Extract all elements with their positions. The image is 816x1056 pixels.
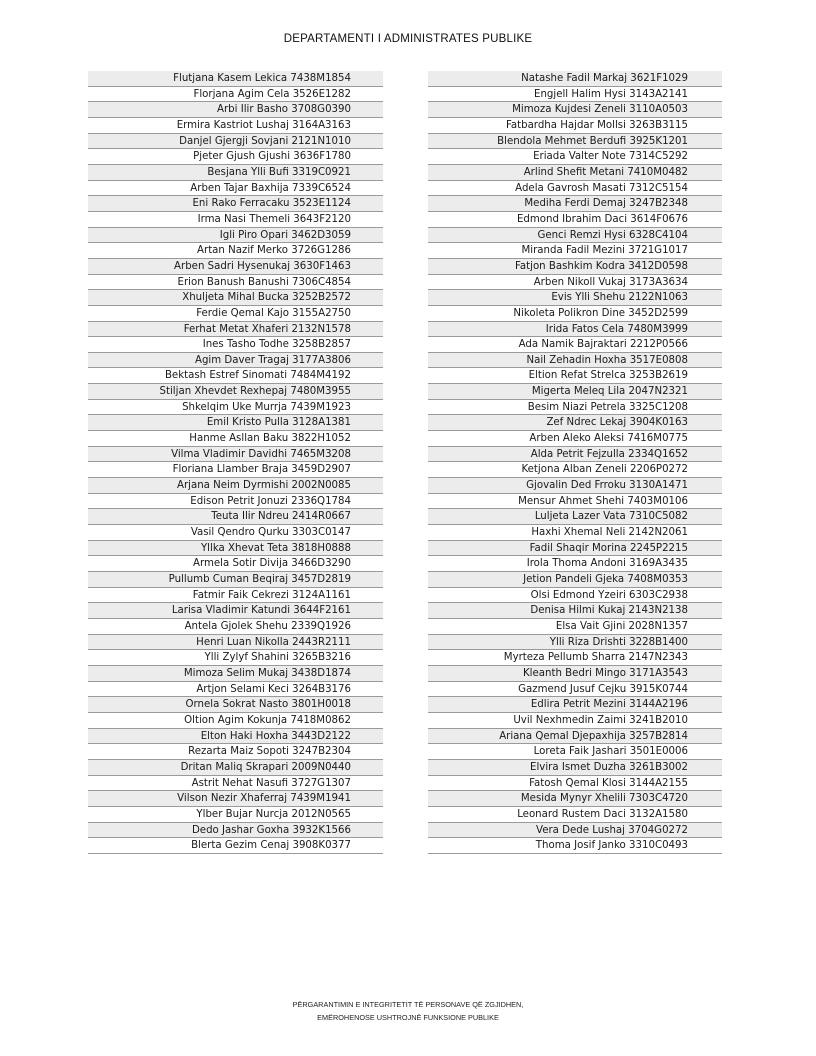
list-item: Stiljan Xhevdet Rexhepaj 7480M3955 bbox=[88, 384, 383, 400]
list-item: Edmond Ibrahim Daci 3614F0676 bbox=[428, 212, 722, 228]
list-item: Irola Thoma Andoni 3169A3435 bbox=[428, 556, 722, 572]
list-item: Evis Ylli Shehu 2122N1063 bbox=[428, 290, 722, 306]
list-item: Denisa Hilmi Kukaj 2143N2138 bbox=[428, 603, 722, 619]
list-item: Edlira Petrit Mezini 3144A2196 bbox=[428, 697, 722, 713]
list-item: Alda Petrit Fejzulla 2334Q1652 bbox=[428, 447, 722, 463]
list-item: Eni Rako Ferracaku 3523E1124 bbox=[88, 196, 383, 212]
list-item: Mimoza Selim Mukaj 3438D1874 bbox=[88, 666, 383, 682]
list-item: Irma Nasi Themeli 3643F2120 bbox=[88, 212, 383, 228]
list-item: Gazmend Jusuf Cejku 3915K0744 bbox=[428, 682, 722, 698]
list-item: Dedo Jashar Goxha 3932K1566 bbox=[88, 823, 383, 839]
list-item: Natashe Fadil Markaj 3621F1029 bbox=[428, 71, 722, 87]
list-item: Arlind Shefit Metani 7410M0482 bbox=[428, 165, 722, 181]
list-item: Arben Tajar Baxhija 7339C6524 bbox=[88, 181, 383, 197]
list-item: Elvira Ismet Duzha 3261B3002 bbox=[428, 760, 722, 776]
list-item: Xhuljeta Mihal Bucka 3252B2572 bbox=[88, 290, 383, 306]
list-item: Edison Petrit Jonuzi 2336Q1784 bbox=[88, 494, 383, 510]
list-item: Thoma Josif Janko 3310C0493 bbox=[428, 838, 722, 854]
list-item: Arben Aleko Aleksi 7416M0775 bbox=[428, 431, 722, 447]
list-item: Henri Luan Nikolla 2443R2111 bbox=[88, 635, 383, 651]
list-item: Antela Gjolek Shehu 2339Q1926 bbox=[88, 619, 383, 635]
list-item: Fatosh Qemal Klosi 3144A2155 bbox=[428, 776, 722, 792]
list-item: Olsi Edmond Yzeiri 6303C2938 bbox=[428, 588, 722, 604]
list-item: Eriada Valter Note 7314C5292 bbox=[428, 149, 722, 165]
list-item: Arben Nikoll Vukaj 3173A3634 bbox=[428, 275, 722, 291]
list-item: Fatjon Bashkim Kodra 3412D0598 bbox=[428, 259, 722, 275]
list-item: Vasil Qendro Qurku 3303C0147 bbox=[88, 525, 383, 541]
list-item: Vilma Vladimir Davidhi 7465M3208 bbox=[88, 447, 383, 463]
list-item: Ylber Bujar Nurcja 2012N0565 bbox=[88, 807, 383, 823]
list-item: Teuta Ilir Ndreu 2414R0667 bbox=[88, 509, 383, 525]
list-item: Fatmir Faik Cekrezi 3124A1161 bbox=[88, 588, 383, 604]
list-item: Astrit Nehat Nasufi 3727G1307 bbox=[88, 776, 383, 792]
list-item: Blerta Gezim Cenaj 3908K0377 bbox=[88, 838, 383, 854]
list-item: Blendola Mehmet Berdufi 3925K1201 bbox=[428, 134, 722, 150]
list-item: Elton Haki Hoxha 3443D2122 bbox=[88, 729, 383, 745]
list-item: Ornela Sokrat Nasto 3801H0018 bbox=[88, 697, 383, 713]
list-item: Agim Daver Tragaj 3177A3806 bbox=[88, 353, 383, 369]
list-item: Eltion Refat Strelca 3253B2619 bbox=[428, 368, 722, 384]
list-item: Arbi Ilir Basho 3708G0390 bbox=[88, 102, 383, 118]
list-item: Arjana Neim Dyrmishi 2002N0085 bbox=[88, 478, 383, 494]
list-item: Florjana Agim Cela 3526E1282 bbox=[88, 87, 383, 103]
list-item: Ada Namik Bajraktari 2212P0566 bbox=[428, 337, 722, 353]
list-item: Artjon Selami Keci 3264B3176 bbox=[88, 682, 383, 698]
list-item: Oltion Agim Kokunja 7418M0862 bbox=[88, 713, 383, 729]
list-item: Artan Nazif Merko 3726G1286 bbox=[88, 243, 383, 259]
list-item: Hanme Asllan Baku 3822H1052 bbox=[88, 431, 383, 447]
page-footer bbox=[0, 998, 816, 1024]
list-item: Engjell Halim Hysi 3143A2141 bbox=[428, 87, 722, 103]
list-item: Jetion Pandeli Gjeka 7408M0353 bbox=[428, 572, 722, 588]
list-item: Rezarta Maiz Sopoti 3247B2304 bbox=[88, 744, 383, 760]
list-item: Zef Ndrec Lekaj 3904K0163 bbox=[428, 415, 722, 431]
list-item: Vera Dede Lushaj 3704G0272 bbox=[428, 823, 722, 839]
list-item: Ines Tasho Todhe 3258B2857 bbox=[88, 337, 383, 353]
list-item: Danjel Gjergji Sovjani 2121N1010 bbox=[88, 134, 383, 150]
list-item: Floriana Llamber Braja 3459D2907 bbox=[88, 462, 383, 478]
footer-line-1: PËRGARANTIMIN E INTEGRITETIT TË PERSONAVE QË ZGJIDHEN, bbox=[292, 1000, 524, 1009]
list-item: Bektash Estref Sinomati 7484M4192 bbox=[88, 368, 383, 384]
list-item: Vilson Nezir Xhaferraj 7439M1941 bbox=[88, 791, 383, 807]
list-item: Shkelqim Uke Murrja 7439M1923 bbox=[88, 400, 383, 416]
list-item: Ariana Qemal Djepaxhija 3257B2814 bbox=[428, 729, 722, 745]
list-item: Flutjana Kasem Lekica 7438M1854 bbox=[88, 71, 383, 87]
list-item: Dritan Maliq Skrapari 2009N0440 bbox=[88, 760, 383, 776]
list-item: Mesida Mynyr Xhelili 7303C4720 bbox=[428, 791, 722, 807]
list-item: Besim Niazi Petrela 3325C1208 bbox=[428, 400, 722, 416]
list-item: Leonard Rustem Daci 3132A1580 bbox=[428, 807, 722, 823]
list-item: Fadil Shaqir Morina 2245P2215 bbox=[428, 541, 722, 557]
list-item: Mimoza Kujdesi Zeneli 3110A0503 bbox=[428, 102, 722, 118]
list-item: Pjeter Gjush Gjushi 3636F1780 bbox=[88, 149, 383, 165]
list-item: Larisa Vladimir Katundi 3644F2161 bbox=[88, 603, 383, 619]
list-item: Haxhi Xhemal Neli 2142N2061 bbox=[428, 525, 722, 541]
list-item: Kleanth Bedri Mingo 3171A3543 bbox=[428, 666, 722, 682]
list-item: Luljeta Lazer Vata 7310C5082 bbox=[428, 509, 722, 525]
footer-line-2: EMËROHENOSE USHTROJNË FUNKSIONE PUBLIKE bbox=[317, 1013, 499, 1022]
left-name-list bbox=[88, 71, 383, 854]
list-item: Elsa Vait Gjini 2028N1357 bbox=[428, 619, 722, 635]
list-item: Ferdie Qemal Kajo 3155A2750 bbox=[88, 306, 383, 322]
list-item: Besjana Ylli Bufi 3319C0921 bbox=[88, 165, 383, 181]
list-item: Genci Remzi Hysi 6328C4104 bbox=[428, 228, 722, 244]
list-item: Uvil Nexhmedin Zaimi 3241B2010 bbox=[428, 713, 722, 729]
list-item: Mediha Ferdi Demaj 3247B2348 bbox=[428, 196, 722, 212]
list-item: Igli Piro Opari 3462D3059 bbox=[88, 228, 383, 244]
list-item: Myrteza Pellumb Sharra 2147N2343 bbox=[428, 650, 722, 666]
list-item: Erion Banush Banushi 7306C4854 bbox=[88, 275, 383, 291]
list-item: Mensur Ahmet Shehi 7403M0106 bbox=[428, 494, 722, 510]
list-item: Nail Zehadin Hoxha 3517E0808 bbox=[428, 353, 722, 369]
list-item: Migerta Meleq Lila 2047N2321 bbox=[428, 384, 722, 400]
list-item: Armela Sotir Divija 3466D3290 bbox=[88, 556, 383, 572]
list-item: Loreta Faik Jashari 3501E0006 bbox=[428, 744, 722, 760]
list-item: Pullumb Cuman Beqiraj 3457D2819 bbox=[88, 572, 383, 588]
page-title: DEPARTAMENTI I ADMINISTRATES PUBLIKE bbox=[283, 33, 533, 45]
list-item: Ermira Kastriot Lushaj 3164A3163 bbox=[88, 118, 383, 134]
list-item: Yllka Xhevat Teta 3818H0888 bbox=[88, 541, 383, 557]
list-item: Ketjona Alban Zeneli 2206P0272 bbox=[428, 462, 722, 478]
list-item: Arben Sadri Hysenukaj 3630F1463 bbox=[88, 259, 383, 275]
list-item: Gjovalin Ded Frroku 3130A1471 bbox=[428, 478, 722, 494]
right-name-list bbox=[428, 71, 722, 854]
list-item: Ylli Zylyf Shahini 3265B3216 bbox=[88, 650, 383, 666]
list-item: Ferhat Metat Xhaferi 2132N1578 bbox=[88, 322, 383, 338]
list-item: Fatbardha Hajdar Mollsi 3263B3115 bbox=[428, 118, 722, 134]
list-item: Adela Gavrosh Masati 7312C5154 bbox=[428, 181, 722, 197]
list-item: Nikoleta Polikron Dine 3452D2599 bbox=[428, 306, 722, 322]
list-item: Irida Fatos Cela 7480M3999 bbox=[428, 322, 722, 338]
list-item: Ylli Riza Drishti 3228B1400 bbox=[428, 635, 722, 651]
list-item: Emil Kristo Pulla 3128A1381 bbox=[88, 415, 383, 431]
list-item: Miranda Fadil Mezini 3721G1017 bbox=[428, 243, 722, 259]
